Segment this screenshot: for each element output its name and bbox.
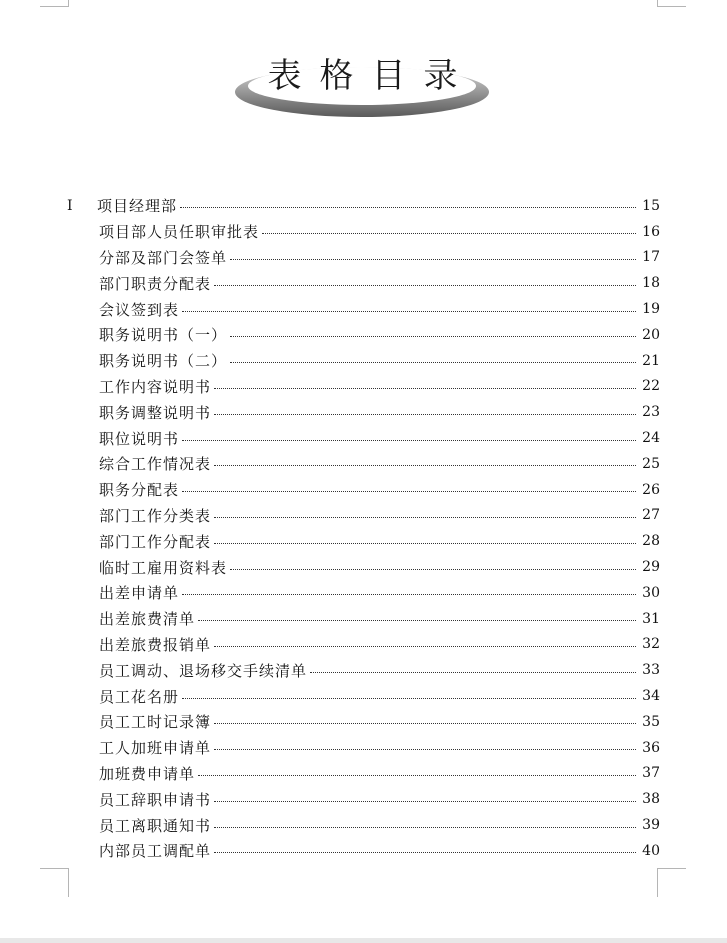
- toc-entry[interactable]: [60, 296, 660, 322]
- toc-entry[interactable]: [60, 451, 660, 477]
- toc-entry[interactable]: [60, 245, 660, 271]
- toc-entry-title: 分部及部门会签单: [99, 248, 228, 267]
- toc-entry-page-number: 32: [642, 636, 660, 653]
- section-number: I: [67, 197, 73, 214]
- toc-entry-page-number: 27: [642, 507, 660, 524]
- toc-entry-title: 工人加班申请单: [99, 739, 212, 758]
- toc-entry-title: 职务说明书（一）: [99, 326, 228, 345]
- toc-entry[interactable]: [60, 606, 660, 632]
- toc-entry[interactable]: [60, 374, 660, 400]
- dot-leader: [180, 207, 636, 208]
- toc-entry-title: 员工工时记录簿: [99, 713, 212, 732]
- toc-entry[interactable]: [60, 761, 660, 787]
- toc-entry[interactable]: [60, 528, 660, 554]
- section-page-number: 15: [642, 197, 660, 214]
- toc-entry[interactable]: [60, 270, 660, 296]
- toc-entry-page-number: 22: [642, 378, 660, 395]
- toc-entry[interactable]: [60, 503, 660, 529]
- toc-entry-page-number: 20: [642, 326, 660, 343]
- toc-entry-title: 员工辞职申请书: [99, 790, 212, 809]
- toc-entry-page-number: 37: [642, 765, 660, 782]
- crop-mark-bottom-right: [657, 868, 686, 897]
- toc-entry-page-number: 23: [642, 404, 660, 421]
- toc-entry-title: 职务调整说明书: [99, 403, 212, 422]
- toc-entry-page-number: 38: [642, 791, 660, 808]
- toc-entry-title: 综合工作情况表: [99, 455, 212, 474]
- dot-leader: [214, 852, 636, 853]
- dot-leader: [214, 827, 636, 828]
- dot-leader: [230, 362, 636, 363]
- toc-entry[interactable]: [60, 425, 660, 451]
- toc-entry[interactable]: [60, 554, 660, 580]
- toc-entry-title: 会议签到表: [99, 300, 180, 319]
- toc-entry-page-number: 31: [642, 610, 660, 627]
- dot-leader: [310, 672, 636, 673]
- title-banner: [230, 40, 495, 120]
- toc-entry-title: 部门工作分配表: [99, 532, 212, 551]
- dot-leader: [182, 594, 636, 595]
- dot-leader: [198, 775, 636, 776]
- toc-entry-title: 加班费申请单: [99, 764, 196, 783]
- toc-entry-title: 员工花名册: [99, 687, 180, 706]
- dot-leader: [230, 259, 636, 260]
- toc-entry-title: 员工调动、退场移交手续清单: [99, 661, 308, 680]
- toc-entry[interactable]: [60, 399, 660, 425]
- dot-leader: [182, 311, 636, 312]
- table-of-contents: [60, 193, 660, 864]
- toc-entry-title: 出差申请单: [99, 584, 180, 603]
- toc-entry-page-number: 40: [642, 842, 660, 859]
- toc-entry-title: 职务分配表: [99, 481, 180, 500]
- dot-leader: [230, 569, 636, 570]
- page-title: 表格目录: [267, 56, 476, 96]
- dot-leader: [214, 388, 636, 389]
- crop-mark-bottom-left: [40, 868, 69, 897]
- toc-entry-page-number: 24: [642, 430, 660, 447]
- toc-entry-page-number: 26: [642, 481, 660, 498]
- dot-leader: [182, 698, 636, 699]
- toc-entry[interactable]: [60, 786, 660, 812]
- crop-mark-top-left: [40, 0, 69, 7]
- dot-leader: [214, 543, 636, 544]
- toc-entry-page-number: 36: [642, 739, 660, 756]
- toc-entry-title: 职务说明书（二）: [99, 352, 228, 371]
- toc-entry-page-number: 39: [642, 817, 660, 834]
- toc-entry-title: 内部员工调配单: [99, 842, 212, 861]
- toc-entry-title: 员工离职通知书: [99, 816, 212, 835]
- toc-entry[interactable]: [60, 838, 660, 864]
- toc-entry-page-number: 29: [642, 559, 660, 576]
- dot-leader: [214, 646, 636, 647]
- dot-leader: [198, 620, 636, 621]
- toc-entry-title: 出差旅费清单: [99, 610, 196, 629]
- toc-entry-title: 临时工雇用资料表: [99, 558, 228, 577]
- toc-entry[interactable]: [60, 709, 660, 735]
- toc-entry[interactable]: [60, 683, 660, 709]
- toc-entry[interactable]: [60, 657, 660, 683]
- toc-entry-page-number: 19: [642, 301, 660, 318]
- toc-entry[interactable]: [60, 322, 660, 348]
- toc-entry-page-number: 28: [642, 533, 660, 550]
- dot-leader: [230, 336, 636, 337]
- dot-leader: [214, 414, 636, 415]
- page-bottom-edge: [0, 938, 727, 943]
- toc-entry[interactable]: [60, 812, 660, 838]
- dot-leader: [214, 517, 636, 518]
- toc-entry[interactable]: [60, 348, 660, 374]
- toc-entry-page-number: 16: [642, 223, 660, 240]
- toc-entry[interactable]: [60, 477, 660, 503]
- toc-entry-title: 部门工作分类表: [99, 506, 212, 525]
- toc-entry-page-number: 34: [642, 688, 660, 705]
- toc-entry-page-number: 35: [642, 713, 660, 730]
- toc-entry-title: 工作内容说明书: [99, 377, 212, 396]
- dot-leader: [182, 491, 636, 492]
- toc-entry-page-number: 21: [642, 352, 660, 369]
- dot-leader: [182, 440, 636, 441]
- dot-leader: [214, 723, 636, 724]
- dot-leader: [262, 233, 636, 234]
- toc-entry[interactable]: [60, 735, 660, 761]
- toc-entry[interactable]: [60, 219, 660, 245]
- dot-leader: [214, 285, 636, 286]
- toc-entry-page-number: 17: [642, 249, 660, 266]
- toc-entry[interactable]: [60, 632, 660, 658]
- section-title: 项目经理部: [97, 197, 178, 216]
- toc-entry-title: 出差旅费报销单: [99, 635, 212, 654]
- toc-entry-page-number: 33: [642, 662, 660, 679]
- dot-leader: [214, 749, 636, 750]
- toc-entry-title: 项目部人员任职审批表: [99, 223, 260, 242]
- toc-entry-title: 职位说明书: [99, 429, 180, 448]
- toc-section-row[interactable]: [60, 193, 660, 219]
- toc-entry-title: 部门职责分配表: [99, 274, 212, 293]
- toc-entry[interactable]: [60, 580, 660, 606]
- crop-mark-top-right: [657, 0, 686, 7]
- toc-entry-page-number: 30: [642, 584, 660, 601]
- dot-leader: [214, 801, 636, 802]
- dot-leader: [214, 465, 636, 466]
- toc-entry-page-number: 18: [642, 275, 660, 292]
- toc-entry-page-number: 25: [642, 455, 660, 472]
